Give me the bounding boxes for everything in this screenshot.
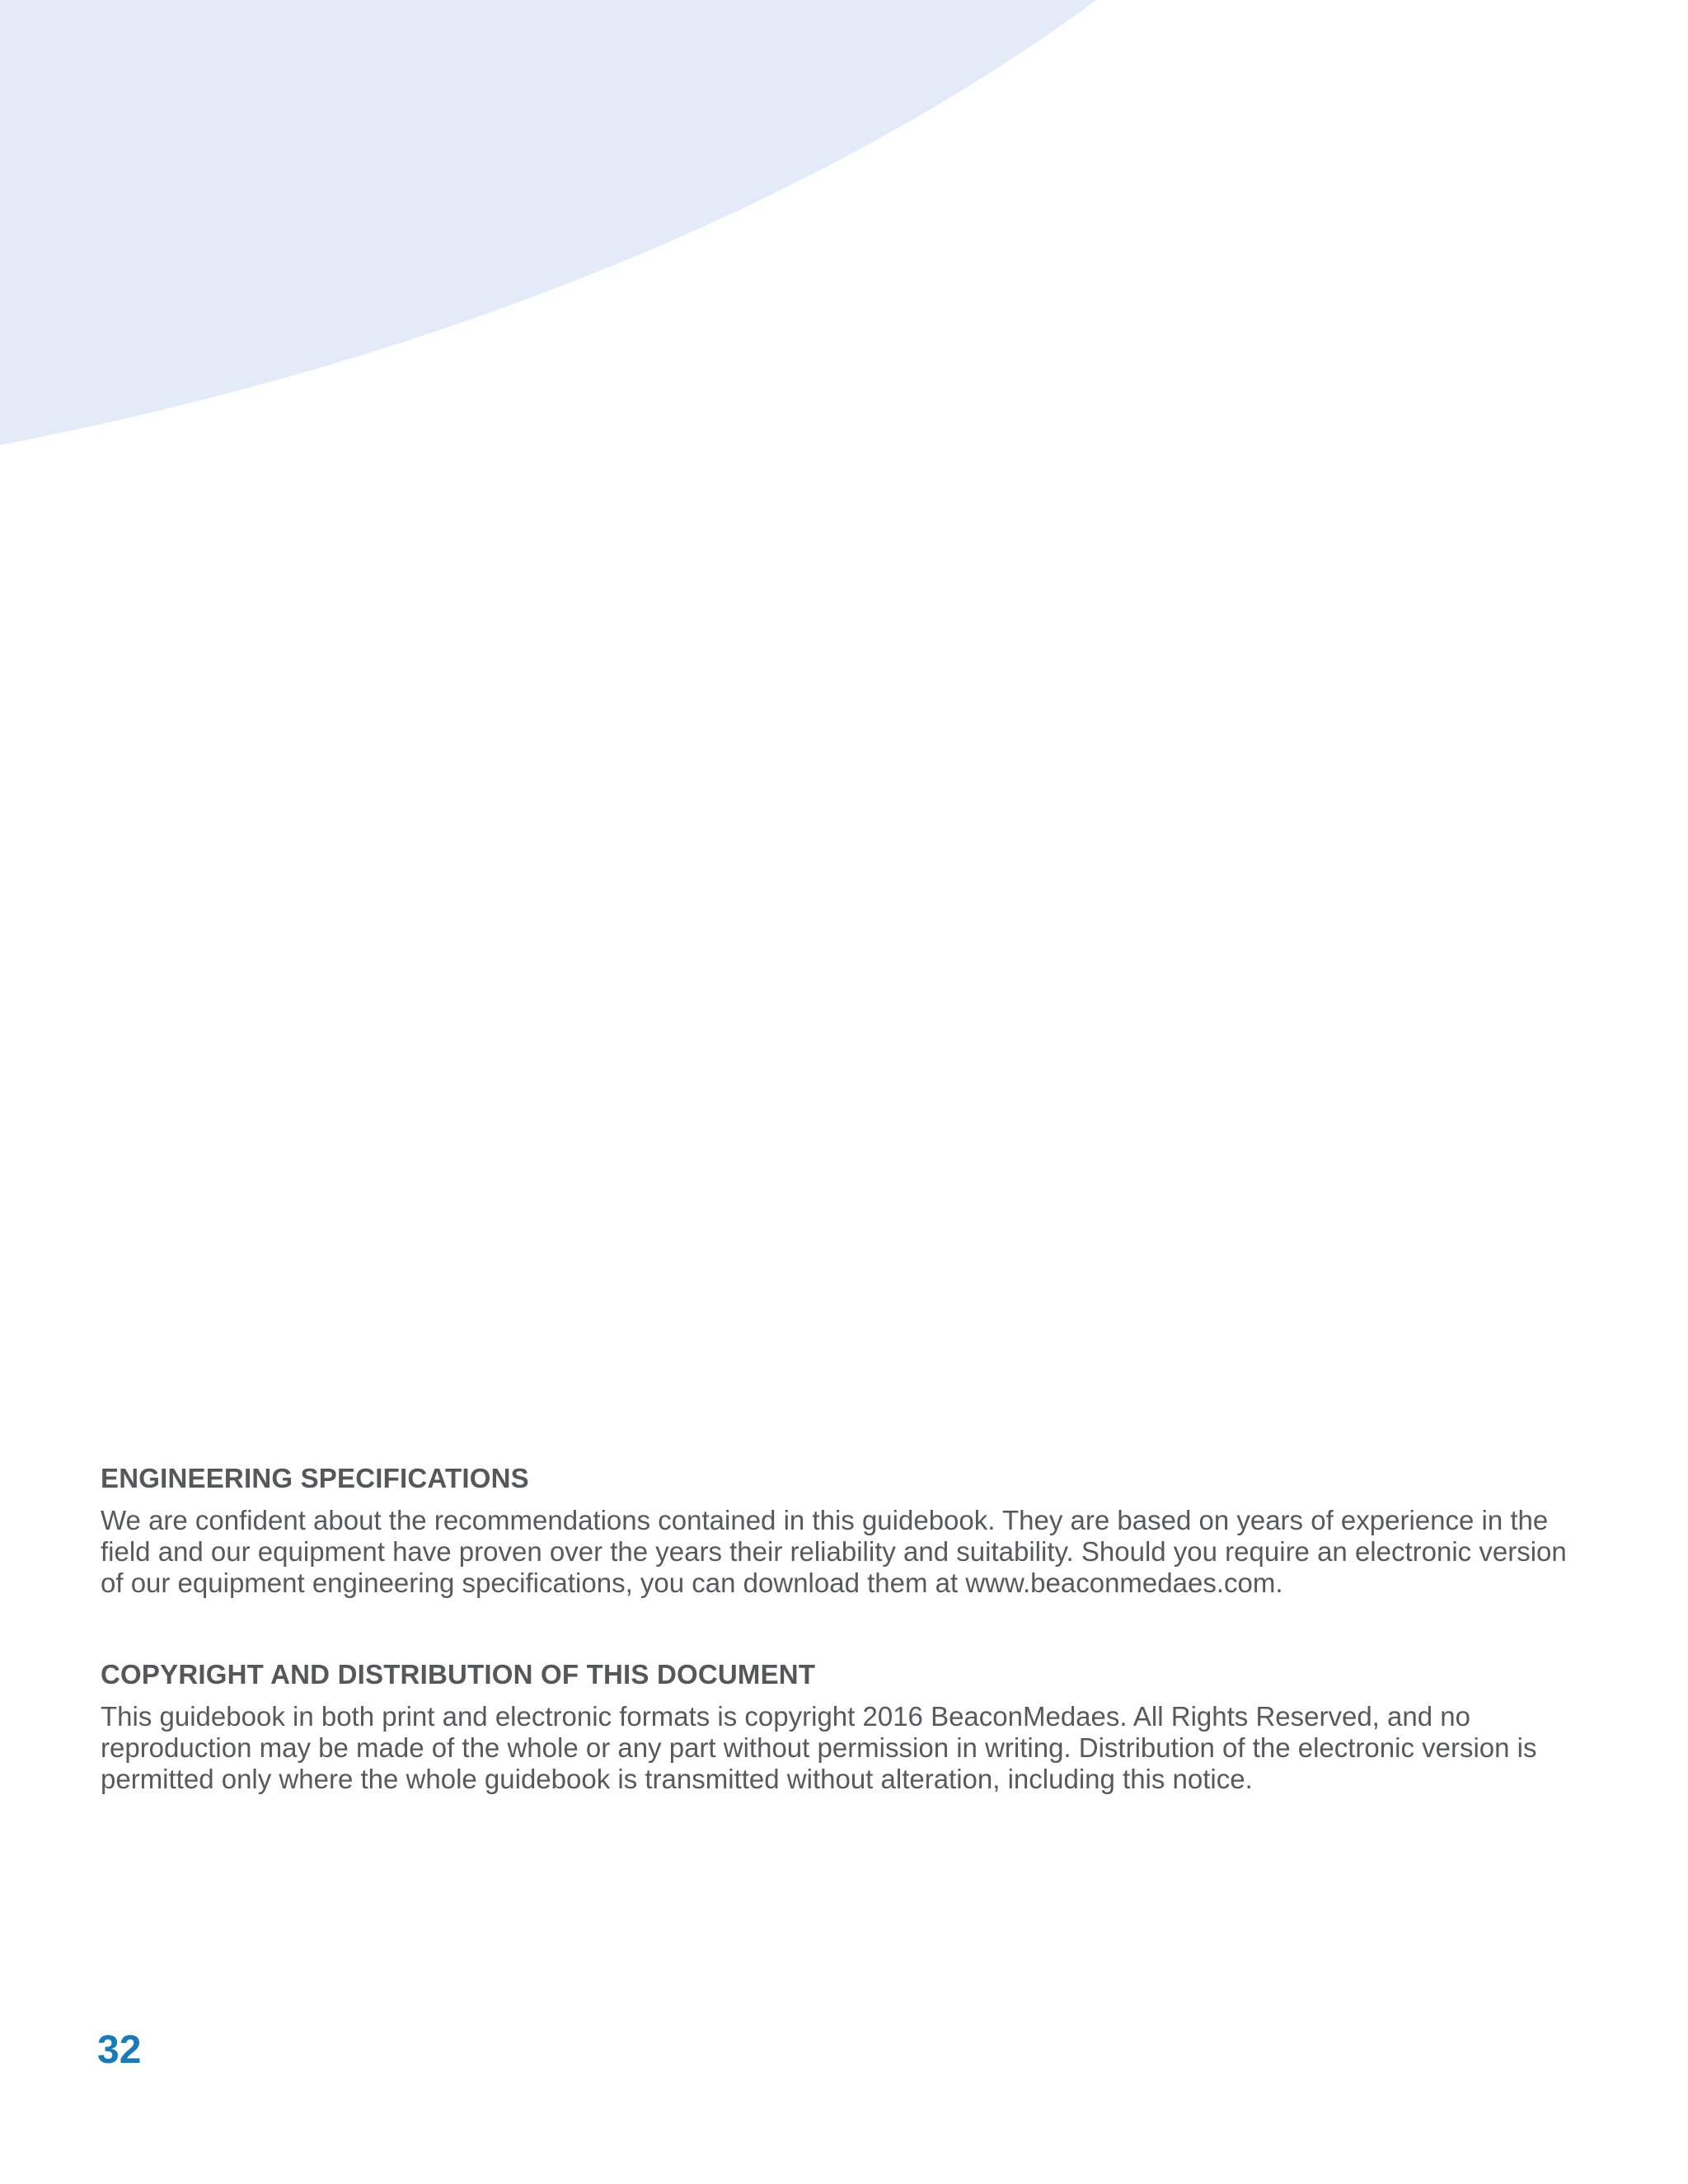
copyright-section [101,1657,1584,1795]
engineering-specifications-section [101,1460,1584,1599]
section-heading: COPYRIGHT AND DISTRIBUTION OF THIS DOCUMENT [101,1659,816,1690]
page-content [101,1460,1584,1853]
section-body: This guidebook in both print and electronic formats is copyright 2016 BeaconMedaes. All Rights Reserved, and no reproduction may be made of the whole or any part without permission in writing. Distribution of the electronic version is permitted only where the whole guidebook is transmitted without alteration, including this notice. [101,1701,1537,1794]
section-heading: ENGINEERING SPECIFICATIONS [101,1463,529,1493]
page-number: 32 [97,2028,142,2072]
section-body: We are confident about the recommendations contained in this guidebook. They are based on years of experience in the field and our equipment have proven over the years their reliability and suitability. Should you require an electronic version of our equipment engineering specifications, you can download them at www.beaconmedaes.com. [101,1505,1567,1598]
